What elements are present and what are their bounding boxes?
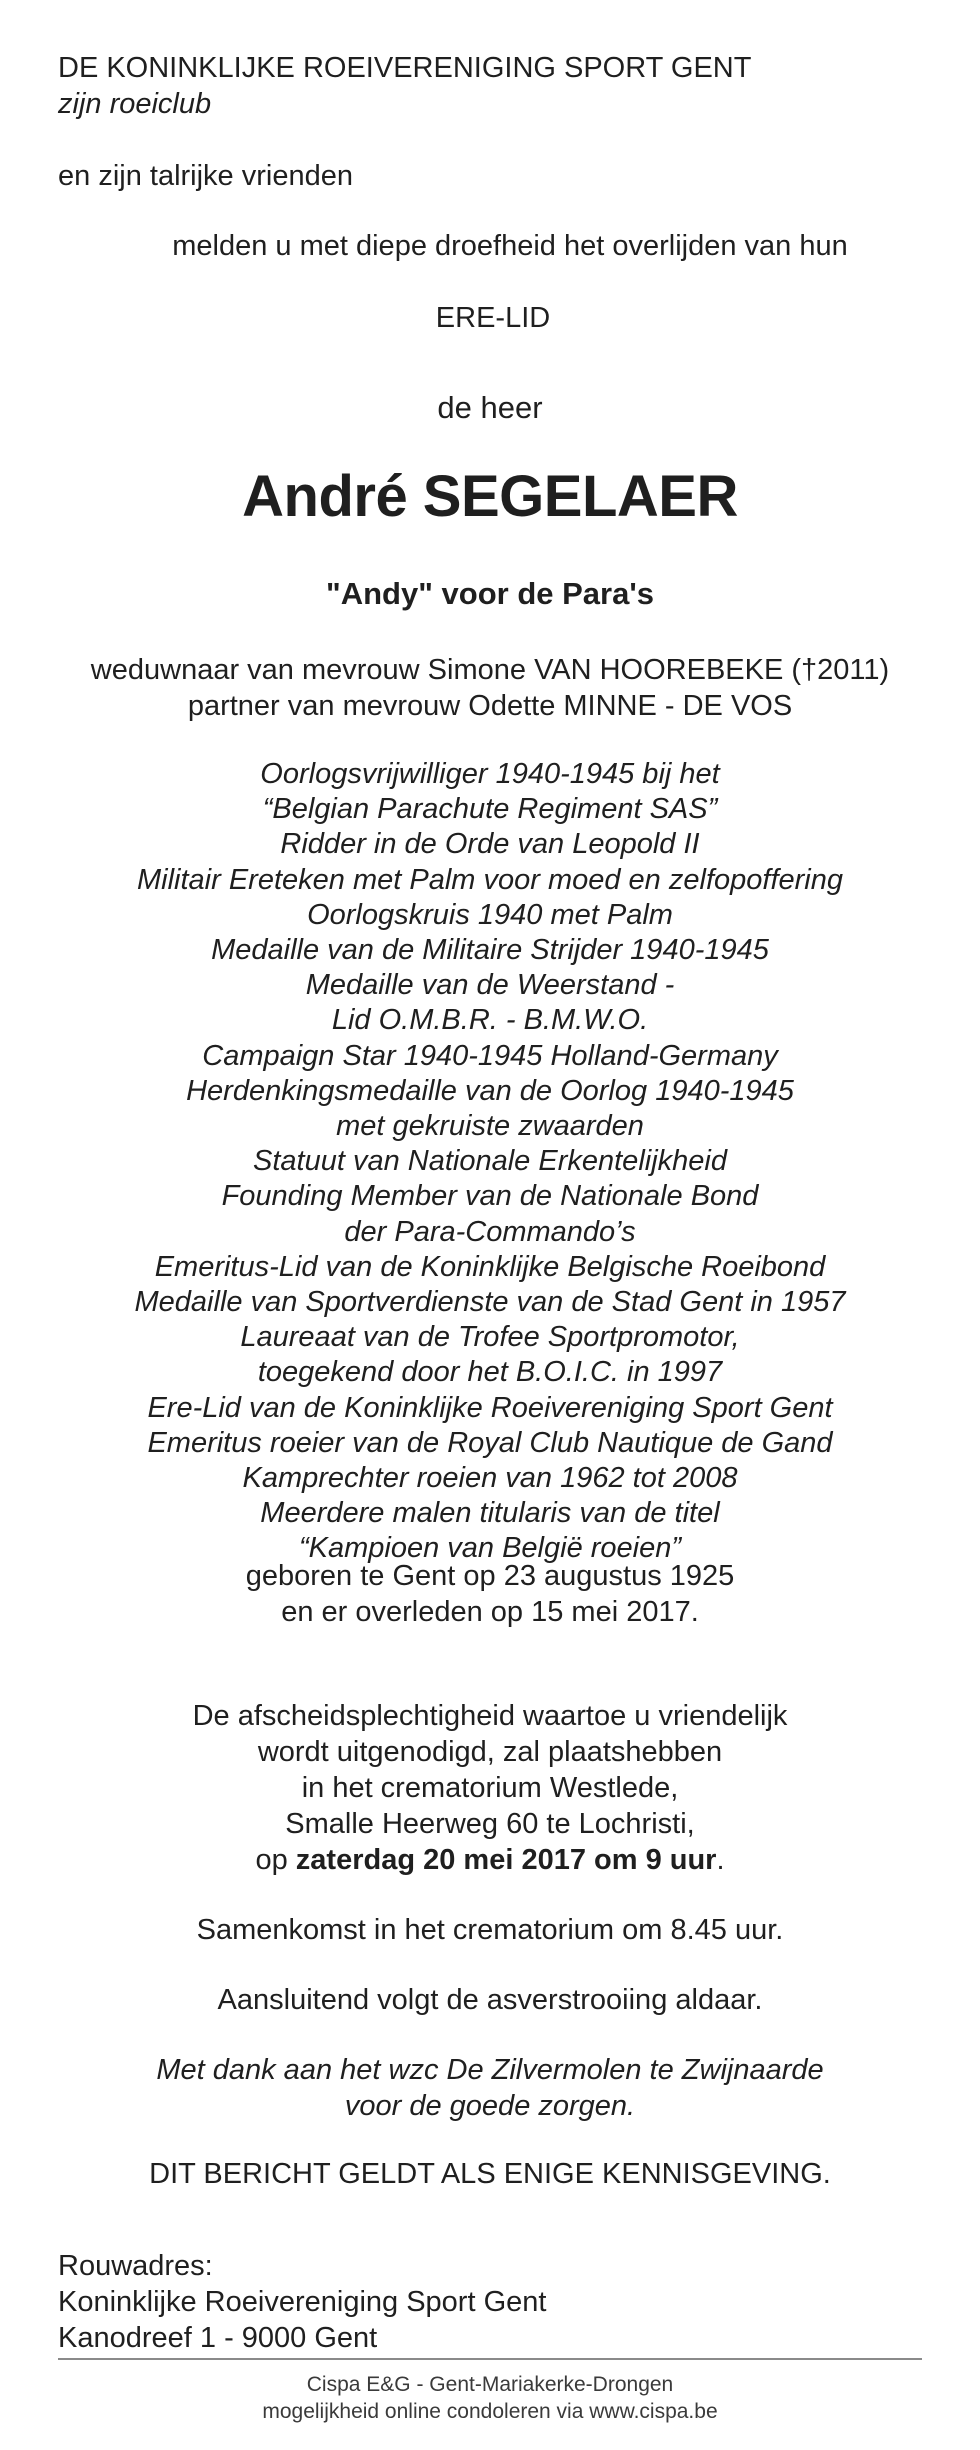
honour-item: Medaille van de Weerstand - bbox=[305, 969, 675, 1002]
nickname: "Andy" voor de Para's bbox=[326, 576, 654, 611]
spouse-line-2: partner van mevrouw Odette MINNE - DE VOS bbox=[187, 690, 793, 722]
honour-item: Oorlogskruis 1940 met Palm bbox=[307, 898, 673, 931]
honour-item: Campaign Star 1940-1945 Holland-Germany bbox=[202, 1039, 778, 1072]
honours-list bbox=[0, 757, 980, 1567]
ceremony-line-2: wordt uitgenodigd, zal plaatshebben bbox=[257, 1736, 723, 1768]
gathering-line: Samenkomst in het crematorium om 8.45 uur. bbox=[196, 1914, 784, 1946]
address-line-2: Kanodreef 1 - 9000 Gent bbox=[58, 2322, 378, 2354]
honour-item: Oorlogsvrijwilliger 1940-1945 bij het bbox=[260, 758, 720, 790]
friends-line: en zijn talrijke vrienden bbox=[58, 160, 353, 192]
scattering-line: Aansluitend volgt de asverstrooiing aldaar. bbox=[217, 1984, 763, 2016]
honour-item: “Belgian Parachute Regiment SAS” bbox=[262, 793, 718, 826]
address-line-1: Koninklijke Roeivereniging Sport Gent bbox=[58, 2286, 547, 2318]
honour-item: Ridder in de Orde van Leopold II bbox=[280, 828, 700, 861]
address-label: Rouwadres: bbox=[58, 2250, 213, 2282]
honour-item: Ere-Lid van de Koninklijke Roeivereniging Sport Gent bbox=[147, 1391, 833, 1424]
ceremony-line-3: in het crematorium Westlede, bbox=[301, 1772, 679, 1804]
honour-item: Laureaat van de Trofee Sportpromotor, bbox=[240, 1321, 740, 1354]
thanks-line-2: voor de goede zorgen. bbox=[344, 2090, 636, 2122]
club-name: DE KONINKLIJKE ROEIVERENIGING SPORT GENT bbox=[58, 52, 752, 84]
honour-item: Medaille van de Militaire Strijder 1940-1945 bbox=[211, 934, 769, 967]
deceased-name: André SEGELAER bbox=[242, 464, 738, 529]
honour-item: Emeritus roeier van de Royal Club Nautique de Gand bbox=[147, 1426, 833, 1459]
ceremony-date-suffix: . bbox=[716, 1844, 725, 1876]
club-subtitle: zijn roeiclub bbox=[58, 88, 212, 120]
honour-item: Emeritus-Lid van de Koninklijke Belgische Roeibond bbox=[154, 1250, 826, 1283]
honour-item: Militair Ereteken met Palm voor moed en zelfopoffering bbox=[137, 863, 843, 896]
ceremony-line-4: Smalle Heerweg 60 te Lochristi, bbox=[285, 1808, 695, 1840]
honour-item: Statuut van Nationale Erkentelijkheid bbox=[253, 1145, 727, 1178]
honour-item: toegekend door het B.O.I.C. in 1997 bbox=[257, 1356, 723, 1389]
footer-line-2: mogelijkheid online condoleren via www.cispa.be bbox=[262, 2400, 718, 2423]
salutation: de heer bbox=[437, 390, 543, 425]
ceremony-date: zaterdag 20 mei 2017 om 9 uur bbox=[295, 1844, 717, 1876]
honour-item: met gekruiste zwaarden bbox=[336, 1110, 644, 1143]
footer-line-1: Cispa E&G - Gent-Mariakerke-Drongen bbox=[306, 2373, 674, 2396]
spouse-line-1: weduwnaar van mevrouw Simone VAN HOOREBEKE (†2011) bbox=[90, 654, 890, 686]
thanks-line-1: Met dank aan het wzc De Zilvermolen te Zwijnaarde bbox=[156, 2054, 824, 2086]
honour-item: Medaille van Sportverdienste van de Stad Gent in 1957 bbox=[134, 1286, 846, 1319]
honour-item: der Para-Commando’s bbox=[344, 1215, 636, 1248]
honour-item: Herdenkingsmedaille van de Oorlog 1940-1945 bbox=[186, 1074, 794, 1107]
rank-line: ERE-LID bbox=[435, 302, 551, 334]
honour-item: “Kampioen van België roeien” bbox=[298, 1532, 682, 1565]
announcement-line: melden u met diepe droefheid het overlijden van hun bbox=[172, 230, 848, 262]
honour-item: Founding Member van de Nationale Bond bbox=[221, 1180, 759, 1213]
notice-line: DIT BERICHT GELDT ALS ENIGE KENNISGEVING. bbox=[149, 2158, 831, 2190]
birth-line: geboren te Gent op 23 augustus 1925 bbox=[245, 1560, 735, 1592]
ceremony-date-line bbox=[0, 1842, 980, 1878]
ceremony-date-prefix: op bbox=[255, 1844, 296, 1876]
honour-item: Meerdere malen titularis van de titel bbox=[260, 1497, 720, 1530]
honour-item: Kamprechter roeien van 1962 tot 2008 bbox=[242, 1462, 738, 1495]
death-line: en er overleden op 15 mei 2017. bbox=[281, 1596, 699, 1628]
footer-divider bbox=[58, 2358, 922, 2360]
ceremony-line-1: De afscheidsplechtigheid waartoe u vriendelijk bbox=[192, 1700, 788, 1732]
honour-item: Lid O.M.B.R. - B.M.W.O. bbox=[331, 1004, 649, 1037]
